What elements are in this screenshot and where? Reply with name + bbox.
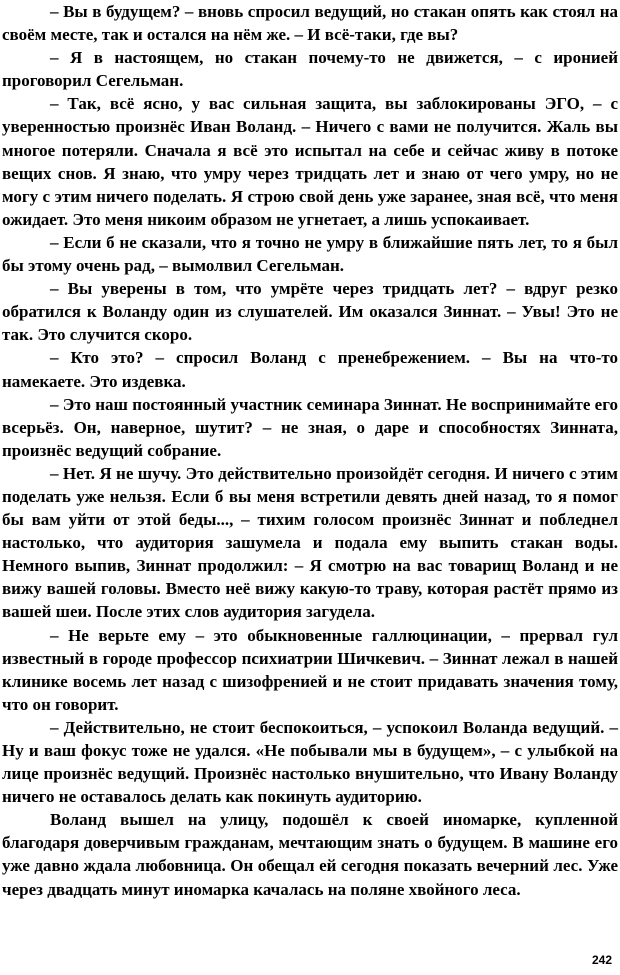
- paragraph-7: – Это наш постоянный участник семинара Зиннат. Не воспринимайте его всерьёз. Он, наверное, шутит? – не зная, о даре и способностях Зинната, произнёс ведущий собрание.: [2, 394, 618, 460]
- paragraph-3: – Так, всё ясно, у вас сильная защита, вы заблокированы ЭГО, – с уверенностью произнёс Иван Воланд. – Ничего с вами не получится. Жаль вы многое потеряли. Сначала я всё это испытал на себе и сейчас живу в потоке вещих снов. Я знаю, что умру через тридцать лет и знаю от чего умру, но не могу с этим ничего поделать. Я строю свой день уже заранее, зная всё, что меня ожидает. Это меня никоим образом не угнетает, а лишь успокаивает.: [2, 94, 618, 229]
- paragraph-9: – Не верьте ему – это обыкновенные галлюцинации, – прервал гул известный в городе профессор психиатрии Шичкевич. – Зиннат лежал в нашей клинике восемь лет назад с шизофренией и не стоит придавать значения тому, что он говорит.: [2, 625, 618, 714]
- paragraph-2: – Я в настоящем, но стакан почему-то не движется, – с иронией проговорил Сегельман.: [2, 48, 618, 91]
- paragraph-8: – Нет. Я не шучу. Это действительно произойдёт сегодня. И ничего с этим поделать уже нельзя. Если б вы меня встретили девять дней назад, то я помог бы вам уйти от этой беды..., – тихим голосом произнёс Зиннат и побледнел настолько, что аудитория зашумела и подала ему выпить стакан воды. Немного выпив, Зиннат продолжил: – Я смотрю на вас товарищ Воланд и не вижу вашей головы. Вместо неё вижу какую-то траву, которая растёт прямо из вашей шеи. После этих слов аудитория загудела.: [2, 463, 618, 622]
- paragraph-5: – Вы уверены в том, что умрёте через тридцать лет? – вдруг резко обратился к Воланду один из слушателей. Им оказался Зиннат. – Увы! Это не так. Это случится скоро.: [2, 279, 618, 345]
- paragraph-1: – Вы в будущем? – вновь спросил ведущий, но стакан опять как стоял на своём месте, так и остался на нём же. – И всё-таки, где вы?: [2, 2, 618, 45]
- paragraph-4: – Если б не сказали, что я точно не умру в ближайшие пять лет, то я был бы этому очень рад, – вымолвил Сегельман.: [2, 232, 618, 276]
- paragraph-6: – Кто это? – спросил Воланд с пренебрежением. – Вы на что-то намекаете. Это издевка.: [2, 348, 618, 391]
- paragraph-11: Воланд вышел на улицу, подошёл к своей иномарке, купленной благодаря доверчивым гражданам, мечтающим знать о будущем. В машине его уже давно ждала любовница. Он обещал ей сегодня показать вечерний лес. Уже через двадцать минут иномарка качалась на поляне хвойного леса.: [2, 810, 618, 899]
- paragraph-10: – Действительно, не стоит беспокоиться, – успокоил Воланда ведущий. – Ну и ваш фокус тоже не удался. «Не побывали мы в будущем», – с улыбкой на лице произнёс ведущий. Произнёс настолько внушительно, что Ивану Воланду ничего не оставалось делать как покинуть аудиторию.: [2, 717, 618, 807]
- page-number: 242: [591, 953, 612, 967]
- page-body-text: [2, 0, 618, 901]
